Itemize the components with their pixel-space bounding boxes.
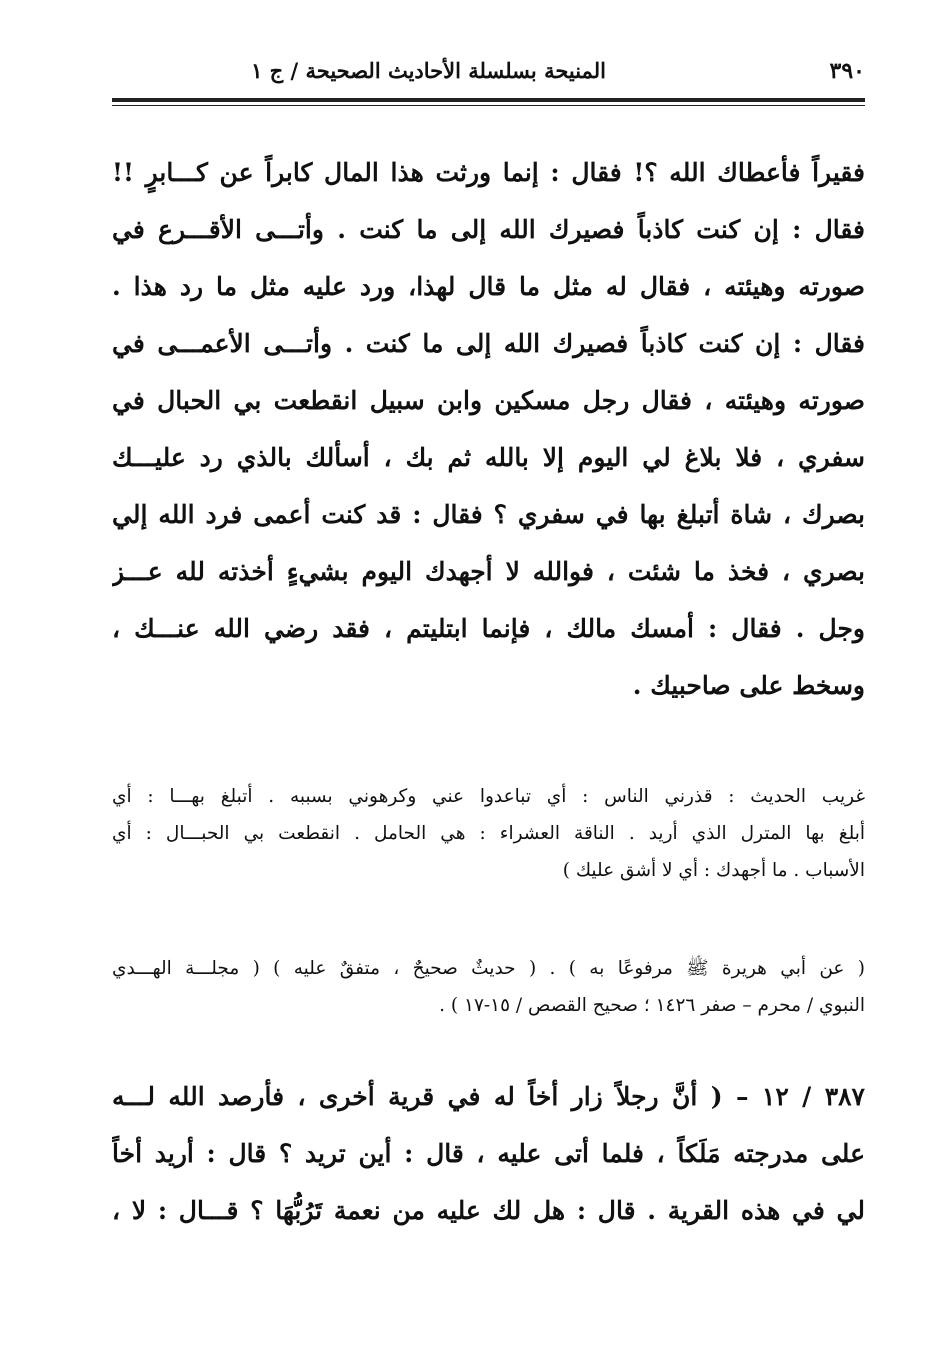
text-line: فقيراً فأعطاك الله ؟! فقال : إنما ورثت هذا المال كابراً عن كـــابرٍ !! xyxy=(112,158,865,187)
text-line: ٣٨٧ / ١٢ – ( أنَّ رجلاً زار أخاً له في قرية أخرى ، فأرصد الله لـــه xyxy=(112,1082,865,1111)
text-line: فقال : إن كنت كاذباً فصيرك الله إلى ما كنت . وأتـــى الأقـــرع في xyxy=(112,215,865,244)
page-number: ٣٩٠ xyxy=(829,58,865,84)
page-header xyxy=(112,52,865,96)
text-line: لي في هذه القرية . قال : هل لك عليه من نعمة تَرُبُّهَا ؟ قـــال : لا ، xyxy=(112,1196,865,1225)
text-line: بصري ، فخذ ما شئت ، فوالله لا أجهدك اليوم بشيءٍ أخذته لله عـــز xyxy=(112,557,865,586)
main-text-top xyxy=(112,144,865,714)
running-title: المنيحة بسلسلة الأحاديث الصحيحة / ج ١ xyxy=(251,58,606,83)
gharib-note xyxy=(112,778,865,889)
note-line: الأسباب . ما أجهدك : أي لا أشق عليك ) xyxy=(562,860,865,881)
main-text-bottom xyxy=(112,1068,865,1239)
note-line: ( عن أبي هريرة ﷺ مرفوعًا به ) . ( حديثٌ صحيحٌ ، متفقٌ عليه ) ( مجلـــة الهـــدي xyxy=(112,958,865,979)
text-line: سفري ، فلا بلاغ لي اليوم إلا بالله ثم بك ، أسألك بالذي رد عليـــك xyxy=(112,443,865,472)
source-note xyxy=(112,950,865,1024)
text-line: وجل . فقال : أمسك مالك ، فإنما ابتليتم ، فقد رضي الله عنـــك ، xyxy=(112,614,865,643)
text-line: على مدرجته مَلَكاً ، فلما أتى عليه ، قال : أين تريد ؟ قال : أريد أخاً xyxy=(112,1139,865,1168)
header-rule-thin xyxy=(112,105,865,106)
text-line: فقال : إن كنت كاذباً فصيرك الله إلى ما كنت . وأتـــى الأعمـــى في xyxy=(112,329,865,358)
note-line: غريب الحديث : قذرني الناس : أي تباعدوا عني وكرهوني بسببه . أتبلغ بهـــا : أي xyxy=(112,786,865,807)
text-line: وسخط على صاحبيك . xyxy=(632,671,865,700)
text-line: صورته وهيئته ، فقال له مثل ما قال لهذا، ورد عليه مثل ما رد هذا . xyxy=(112,272,865,301)
note-line: النبوي / محرم – صفر ١٤٢٦ ؛ صحيح القصص / ١٥-١٧ ) . xyxy=(439,995,865,1016)
header-rule-thick xyxy=(112,98,865,102)
text-line: بصرك ، شاة أتبلغ بها في سفري ؟ فقال : قد كنت أعمى فرد الله إلي xyxy=(112,500,865,529)
note-line: أبلغ بها المترل الذي أريد . الناقة العشراء : هي الحامل . انقطعت بي الحبـــال : أي xyxy=(112,823,865,844)
text-line: صورته وهيئته ، فقال رجل مسكين وابن سبيل انقطعت بي الحبال في xyxy=(112,386,865,415)
